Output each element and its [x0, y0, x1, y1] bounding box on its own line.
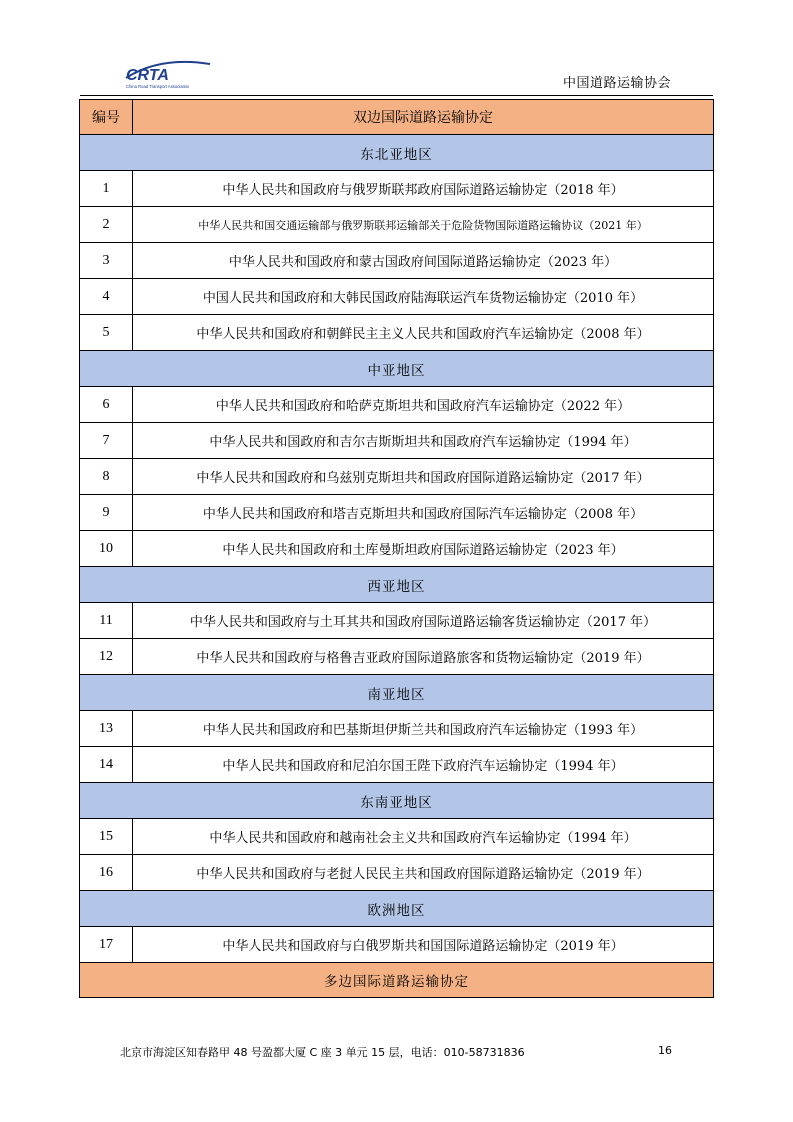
agreement-number: 8 — [80, 459, 133, 495]
table-row — [80, 459, 714, 495]
crta-logo — [120, 58, 216, 90]
region-name: 欧洲地区 — [80, 891, 714, 927]
region-row — [80, 891, 714, 927]
region-name: 南亚地区 — [80, 675, 714, 711]
page-header — [80, 54, 713, 96]
region-name: 西亚地区 — [80, 567, 714, 603]
region-row — [80, 783, 714, 819]
region-name: 中亚地区 — [80, 351, 714, 387]
agreement-number: 16 — [80, 855, 133, 891]
table-row — [80, 819, 714, 855]
agreement-title: 中华人民共和国政府和吉尔吉斯斯坦共和国政府汽车运输协定（1994 年） — [133, 423, 714, 459]
agreements-table — [79, 99, 714, 998]
table-row — [80, 387, 714, 423]
agreement-title: 中华人民共和国政府与格鲁吉亚政府国际道路旅客和货物运输协定（2019 年） — [133, 639, 714, 675]
table-row — [80, 855, 714, 891]
agreement-title: 中华人民共和国政府和塔吉克斯坦共和国政府国际汽车运输协定（2008 年） — [133, 495, 714, 531]
agreement-number: 6 — [80, 387, 133, 423]
multilateral-header-row — [80, 963, 714, 998]
agreement-number: 1 — [80, 171, 133, 207]
table-row — [80, 243, 714, 279]
agreement-title: 中华人民共和国政府与白俄罗斯共和国国际道路运输协定（2019 年） — [133, 927, 714, 963]
agreement-title: 中华人民共和国政府和哈萨克斯坦共和国政府汽车运输协定（2022 年） — [133, 387, 714, 423]
table-row — [80, 171, 714, 207]
agreement-title: 中华人民共和国交通运输部与俄罗斯联邦运输部关于危险货物国际道路运输协议（2021 年） — [133, 207, 714, 243]
table-row — [80, 927, 714, 963]
table-row — [80, 495, 714, 531]
agreement-title: 中华人民共和国政府与俄罗斯联邦政府国际道路运输协定（2018 年） — [133, 171, 714, 207]
org-name: 中国道路运输协会 — [562, 76, 671, 91]
table-row — [80, 423, 714, 459]
table-row — [80, 207, 714, 243]
table-row — [80, 279, 714, 315]
agreement-number: 5 — [80, 315, 133, 351]
header-divider — [80, 95, 713, 96]
agreement-number: 2 — [80, 207, 133, 243]
agreement-number: 7 — [80, 423, 133, 459]
page-number: 16 — [658, 1044, 672, 1057]
agreement-number: 12 — [80, 639, 133, 675]
column-header-title: 双边国际道路运输协定 — [133, 100, 714, 135]
footer-address: 北京市海淀区知春路甲 48 号盈都大厦 C 座 3 单元 15 层，电话：010-58731836 — [120, 1046, 525, 1059]
region-name: 东南亚地区 — [80, 783, 714, 819]
agreement-number: 17 — [80, 927, 133, 963]
agreement-title: 中华人民共和国政府和巴基斯坦伊斯兰共和国政府汽车运输协定（1993 年） — [133, 711, 714, 747]
region-row — [80, 567, 714, 603]
region-row — [80, 351, 714, 387]
agreement-title: 中华人民共和国政府和土库曼斯坦政府国际道路运输协定（2023 年） — [133, 531, 714, 567]
agreement-number: 9 — [80, 495, 133, 531]
table-row — [80, 711, 714, 747]
agreement-number: 3 — [80, 243, 133, 279]
agreement-number: 15 — [80, 819, 133, 855]
agreement-number: 4 — [80, 279, 133, 315]
agreement-number: 11 — [80, 603, 133, 639]
table-header-row — [80, 100, 714, 135]
agreement-title: 中华人民共和国政府与土耳其共和国政府国际道路运输客货运输协定（2017 年） — [133, 603, 714, 639]
agreement-title: 中华人民共和国政府和尼泊尔国王陛下政府汽车运输协定（1994 年） — [133, 747, 714, 783]
agreement-title: 中华人民共和国政府与老挝人民民主共和国政府国际道路运输协定（2019 年） — [133, 855, 714, 891]
table-row — [80, 603, 714, 639]
agreement-title: 中华人民共和国政府和越南社会主义共和国政府汽车运输协定（1994 年） — [133, 819, 714, 855]
region-row — [80, 135, 714, 171]
agreement-title: 中华人民共和国政府和乌兹别克斯坦共和国政府国际道路运输协定（2017 年） — [133, 459, 714, 495]
logo-subtitle: China Road Transport Association — [126, 84, 190, 89]
agreement-number: 13 — [80, 711, 133, 747]
table-row — [80, 747, 714, 783]
agreement-title: 中华人民共和国政府和朝鲜民主主义人民共和国政府汽车运输协定（2008 年） — [133, 315, 714, 351]
table-row — [80, 639, 714, 675]
agreement-number: 10 — [80, 531, 133, 567]
agreement-number: 14 — [80, 747, 133, 783]
region-name: 东北亚地区 — [80, 135, 714, 171]
multilateral-header: 多边国际道路运输协定 — [80, 963, 714, 998]
agreement-title: 中国人民共和国政府和大韩民国政府陆海联运汽车货物运输协定（2010 年） — [133, 279, 714, 315]
agreement-title: 中华人民共和国政府和蒙古国政府间国际道路运输协定（2023 年） — [133, 243, 714, 279]
table-row — [80, 531, 714, 567]
table-row — [80, 315, 714, 351]
column-header-number: 编号 — [80, 100, 133, 135]
logo-text: CRTA — [126, 67, 169, 84]
region-row — [80, 675, 714, 711]
